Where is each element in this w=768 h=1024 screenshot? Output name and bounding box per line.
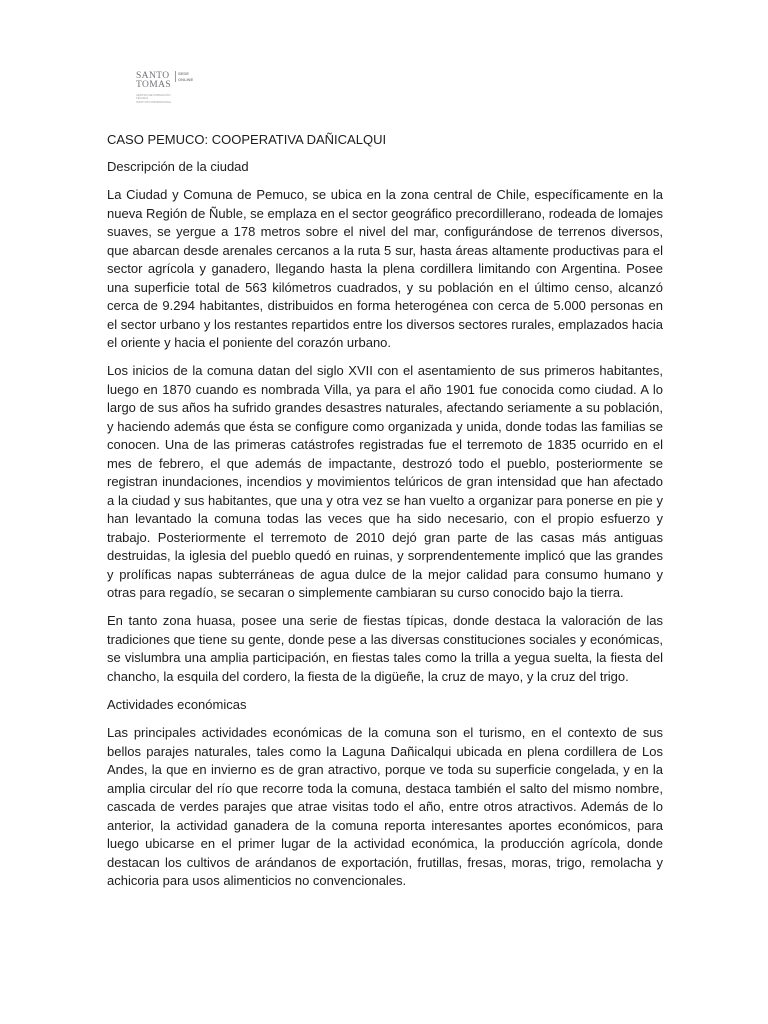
document-title: CASO PEMUCO: COOPERATIVA DAÑICALQUI: [107, 132, 387, 147]
santo-tomas-logo: [136, 70, 202, 104]
paragraph: Los inicios de la comuna datan del siglo XVII con el asentamiento de sus primeros habitantes, luego en 1870 cuando es nombrada Villa, ya para el año 1901 fue conocida como ciudad. A lo largo de sus años ha sufrido grandes desastres naturales, afectando seriamente a su población, y haciendo además que ésta se configure como organizada y unida, donde todas las familias se conocen. Una de las primeras catástrofes registradas fue el terremoto de 1835 ocurrido en el mes de febrero, el que además de impactante, destrozó todo el pueblo, posteriormente se registran inundaciones, incendios y movimientos telúricos de gran intensidad que han afectado a la ciudad y sus habitantes, que una y otra vez se han vuelto a organizar para ponerse en pie y han levantado la comuna todas las veces que ha sido necesario, con el propio esfuerzo y trabajo. Posteriormente el terremoto de 2010 dejó gran parte de las casas más antiguas destruidas, la iglesia del pueblo quedó en ruinas, y sorprendentemente implicó que las grandes y prolíficas napas subterráneas de agua dulce de la mejor calidad para consumo humano y otras para regadío, se secaran o simplemente cambiaran su curso conocido bajo la tierra.: [107, 363, 663, 600]
paragraph: La Ciudad y Comuna de Pemuco, se ubica en la zona central de Chile, específicamente en la nueva Región de Ñuble, se emplaza en el sector geográfico precordillerano, rodeada de lomajes suaves, se yergue a 178 metros sobre el nivel del mar, configurándose de terrenos diversos, que abarcan desde arenales cercanos a la ruta 5 sur, hasta áreas altamente productivas para el sector agrícola y ganadero, llegando hasta la plena cordillera limitando con Argentina. Posee una superficie total de 563 kilómetros cuadrados, y su población en el último censo, alcanzó cerca de 9.294 habitantes, distribuidos en forma heterogénea con cerca de 5.000 personas en el sector urbano y los restantes repartidos entre los diversos sectores rurales, emplazados hacia el oriente y hacia el poniente del corazón urbano.: [107, 187, 663, 350]
logo-tagline: CENTRO DE FORMACIÓN TÉCNICA INSTITUTO PROFESIONAL: [136, 93, 172, 104]
document-body: [107, 131, 663, 900]
paragraph: En tanto zona huasa, posee una serie de fiestas típicas, donde destaca la valoración de las tradiciones que tiene su gente, donde pese a las diversas constituciones sociales y económicas, se vislumbra una amplia participación, en fiestas tales como la trilla a yegua suelta, la fiesta del chancho, la esquila del cordero, la fiesta de la digüeñe, la cruz de mayo, y la cruz del trigo.: [107, 613, 663, 684]
section-heading-actividades: Actividades económicas: [107, 696, 247, 712]
logo-wordmark: SANTO TOMAS: [136, 71, 172, 90]
paragraph: Las principales actividades económicas de la comuna son el turismo, en el contexto de sus bellos parajes naturales, tales como la Laguna Dañicalqui ubicada en plena cordillera de Los Andes, la que en invierno es de gran atractivo, porque ve toda su superficie congelada, y en la amplia circular del río que recorre toda la comuna, destaca también el salto del mismo nombre, cascada de verdes parajes que atrae visitas todo el año, entre otros atractivos. Además de lo anterior, la actividad ganadera de la comuna reporta interesantes aportes económicos, para luego ubicarse en el primer lugar de la actividad económica, la producción agrícola, donde destacan los cultivos de arándanos de exportación, frutillas, fresas, moras, trigo, remolacha y achicoria para usos alimenticios no convencionales.: [107, 725, 663, 888]
logo-sede-online: SEDE ONLINE: [175, 71, 193, 82]
section-heading-descripcion: Descripción de la ciudad: [107, 158, 249, 174]
